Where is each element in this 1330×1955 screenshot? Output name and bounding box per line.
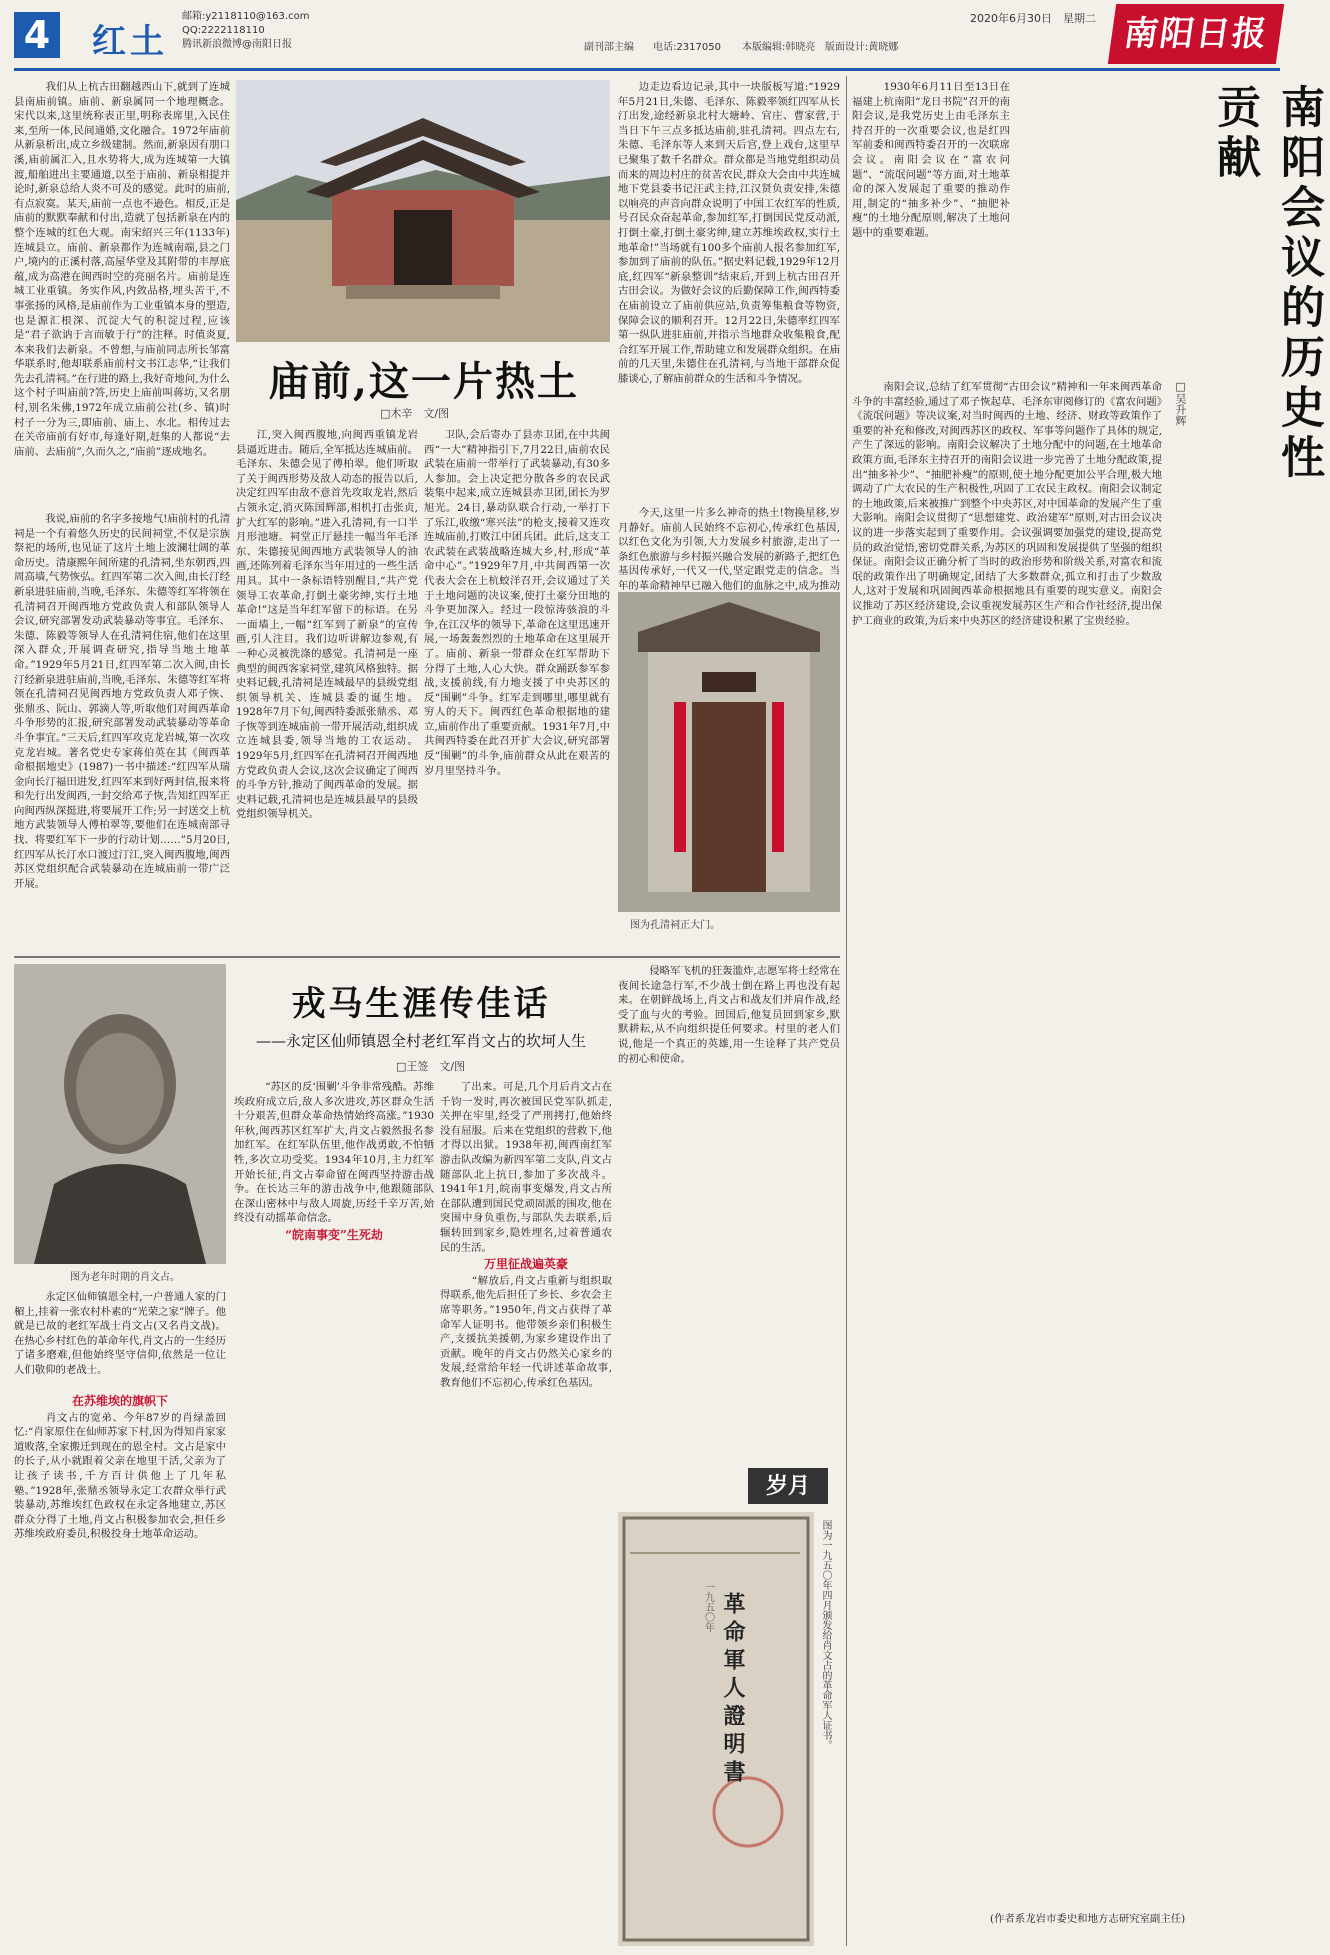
article1-col6 <box>618 506 840 592</box>
article3-byline: □吴升辉 <box>1174 380 1187 426</box>
article3-body-text: 南阳会议,总结了红军贯彻“古田会议”精神和一年来闽西革命斗争的丰富经验,通过了邓子恢起草、毛泽东审阅修订的《富农问题》《流氓问题》等决议案,对当时闽西的土地、经济、财政等政策作了重要的补充和修改,对闽西苏区的政权、军事等问题作了具体的规定,产生了深远的影响。南阳会议解决了土地分配中的问题,在土地革命政策方面,毛泽东主持召开的南阳会议进一步完善了土地分配政策,提出“抽多补少”、“抽肥补瘦”的原则,使土地分配更加公平合理,极大地调动了广大农民的生产积极性,巩固了工农民主政权。南阳会议制定的土地政策,后来被推广到整个中央苏区,对中国革命的发展产生了重大影响。南阳会议贯彻了“思想建党、政治建军”原则,对古田会议决议的进一步落实起到了重要作用。会议强调要加强党的建设,提高党员的政治觉悟,密切党群关系,为苏区的巩固和发展提供了坚强的组织保证。南阳会议正确分析了当时的政治形势和阶级关系,对富农和流氓的政策作出了明确规定,团结了大多数群众,孤立和打击了少数敌人,这对于发展和巩固闽西革命根据地具有重要的现实意义。南阳会议推动了苏区经济建设,会议重视发展苏区生产和合作社经济,提出保护工商业的政策,为后来中央苏区的经济建设积累了宝贵经验。 <box>852 381 1162 627</box>
article2-col1 <box>14 1392 226 1946</box>
gate-illustration <box>618 592 840 912</box>
portrait-illustration <box>14 964 226 1264</box>
certificate-caption: 图为一九五〇年四月颁发给肖文占的革命军人证书。 <box>820 1520 831 1750</box>
article2-sub2: “皖南事变”生死劫 <box>285 1227 383 1242</box>
sidebar-divider <box>846 76 847 1946</box>
editor-credits <box>742 38 898 53</box>
article2-top-rule <box>14 956 840 958</box>
article3-intro <box>852 80 1010 370</box>
article1-headline: 庙前,这一片热土 <box>269 358 579 405</box>
page-number: 4 <box>14 12 60 58</box>
certificate-title: 革命軍人證明書 <box>720 1592 746 1788</box>
article2-byline: □王签 文/图 <box>396 1060 466 1073</box>
article2-col1-text: 肖文占的宽弟、今年87岁的肖绿盖回忆:“肖家原住在仙师苏家下村,因为得知肖家家道败落,全家搬迁到现在的恩全村。文占是家中的长子,从小就跟着父亲在地里干活,父亲为了让孩子读书,千方百计供他上了几年私塾。”1928年,张鼎丞领导永定工农群众举行武装暴动,苏维埃红色政权在永定各地建立,苏区群众分得了土地,肖文占积极参加农会,担任乡苏维埃政府委员,积极投身土地革命运动。 <box>14 1411 226 1541</box>
issue-date: 2020年6月30日 星期二 <box>970 12 1096 25</box>
cert-year: 一九五〇年 <box>702 1582 714 1632</box>
article2-sub1: 在苏维埃的旗帜下 <box>71 1394 168 1408</box>
gate-photo-caption: 图为孔清祠正大门。 <box>630 920 720 931</box>
gate-photo <box>618 592 840 912</box>
contact-email[interactable]: 邮箱:y2118110@163.com <box>182 11 310 22</box>
article1-col3-text: 江,突入闽西腹地,向闽西重镇龙岩县逼近进击。随后,全军抵达连城庙前。毛泽东、朱德会见了傅柏翠。他们听取了关于闽西形势及敌人动态的报告以后,决定红四军由敌不意首先攻取龙岩,然后占领永定,消灭陈国辉部,相机打击张贞,扩大红军的影响。”进入孔清祠,有一口半月形池塘。祠堂正厅悬挂一幅当年毛泽东、朱德接见闽西地方武装领导人的油画,还陈列着毛泽东当年用过的一些生活用具。其中一条标语特别醒目,“共产党领导工农革命,打倒土豪劣绅,实行土地革命!”这是当年红军留下的标语。在另一面墙上,一幅“红军到了新泉”的宣传画,引人注目。我们边听讲解边参观,有一种心灵被洗涤的感觉。孔清祠是一座典型的闽西客家祠堂,建筑风格独特。据史料记载,孔清祠是连城最早的县级党组织领导机关、连城县委的诞生地。1928年7月下旬,闽西特委派张鼎丞、邓子恢等到连城庙前一带开展活动,组织成立连城县委,领导当地的工农运动。1929年5月,红四军在孔清祠召开闽西地方党政负责人会议,这次会议确定了闽西的斗争方针,推动了闽西革命的发展。据史料记载,孔清祠也是连城县最早的县级党组织领导机关。 <box>236 429 418 821</box>
article2-intro <box>14 1290 226 1388</box>
article2-col2 <box>234 1080 434 1946</box>
article1-col5-text: 边走边看边记录,其中一块版板写道:“1929年5月21日,朱德、毛泽东、陈毅率领红四军从长汀出发,途经新泉北村大塘岭、官庄、曹家营,于当日下午三点多抵达庙前,驻孔清祠。四点左右,朱德、毛泽东等人来到天后宫,登上戏台,这里早已聚集了数千名群众。群众都是当地党组织动员而来的周边村庄的贫苦农民,群众大会由中共连城地下党县委书记汪武主持,江汉贤负责安排,朱德以响亮的声音向群众说明了中国工农红军的性质,号召民众奋起革命,参加红军,打倒国民党反动派,打倒土豪,打倒土豪劣绅,建立苏维埃政权,实行土地革命!”当场就有100多个庙前人报名参加红军,参加到了庙前的队伍。”据史料记载,1929年12月底,红四军“新泉整训”结束后,开到上杭古田召开古田会议。为做好会议的后勤保障工作,闽西特委在庙前设立了庙前供应站,负责筹集粮食等物资,保障会议的顺利召开。12月22日,朱德率红四军第一纵队进驻庙前,并指示当地群众收集粮食,配合红军开展工作,帮助建立和发展群众组织。在庙前的几天里,朱德住在孔清祠,与当地干部群众促膝谈心,了解庙前群众的生活和斗争情况。 <box>618 81 840 385</box>
article2-headline: 戎马生涯传佳话 <box>291 984 551 1024</box>
portrait-caption: 图为老年时期的肖文占。 <box>70 1272 180 1283</box>
article1-col1-text: 我们从上杭古田翻越西山下,就到了连城县南庙前镇。庙前、新泉属同一个地理概念。宋代以来,这里统称表正里,明称表席里,入民住来,至所一体,民间通婚,文化融合。1972年庙前从新泉析出,成立乡级建制。然而,新泉因有朋口溪,庙前属汇入,且水势将大,成为连城第一大镇渡,船舶进出主要通道,以至于庙前、新泉相提并论时,新泉总给人炎不可及的感觉。此时的庙前,有点寂寞。某天,庙前一点也不逊色。相反,正是庙前的默默奉献和付出,造就了包括新泉在内的整个连城的红色大观。南宋绍兴三年(1133年)连城县立。庙前、新泉都作为连城南端,县之门户,境内的正溪村落,高屋华堂及其附带的丰厚底蕴,成为高港在闽西时空的亮丽名片。庙前是连城工业重镇。务实作风,内敛品格,埋头苦干,不事张扬的风格,是庙前作为工业重镇本身的塑造,也是源汇根深、沉淀大气的积淀过程,应该是“君子欲讷于言而敏于行”的注释。时值炎夏,本来我们去新泉。不曾想,与庙前同志所长邹富华联系时,他却联系庙前村文书江志华,“让我们先去孔清祠。”在行进的路上,我好奇地问,为什么这个村子叫庙前?答,历史上庙前叫蒋坊,又名朋村,别名朱佛,1972年成立庙前公社(乡、镇)时村子一分为三,即庙前、庙上、水北。相传过去在关帝庙前有好市,每逢好期,赶集的人都说“去庙前、去庙前”,久而久之,“庙前”逐成地名。 <box>14 81 230 458</box>
article2-col3-text: 了出来。可是,几个月后肖文占在千钧一发时,再次被国民党军队抓走,关押在牢里,经受了严刑拷打,他始终没有屈服。后来在党组织的营救下,他才得以出狱。1938年初,闽西南红军游击队改编为新四军第二支队,肖文占随部队北上抗日,参加了多次战斗。1941年1月,皖南事变爆发,肖文占所在部队遭到国民党顽固派的围攻,他在突围中身负重伤,与部队失去联系,后辗转回到家乡,隐姓埋名,过着普通农民的生活。 <box>440 1081 612 1254</box>
article1-col1 <box>14 80 230 508</box>
article2-col5-text: 侵略军飞机的狂轰滥炸,志愿军将士经常在夜间长途急行军,不少战士倒在路上再也没有起来。在朝鲜战场上,肖文占和战友们并肩作战,经受了血与火的考验。回国后,他复员回到家乡,默默耕耘,从不向组织提任何要求。村里的老人们说,他是一个真正的英雄,用一生诠释了共产党员的初心和使命。 <box>618 965 840 1065</box>
contact-weibo: 腾讯新浪微博@南阳日报 <box>182 39 292 50</box>
temple-illustration <box>236 80 610 342</box>
contact-qq: QQ:2222118110 <box>182 25 265 36</box>
article3-footnote <box>990 1912 1280 1942</box>
article2-col2-text: “苏区的反‘围剿’斗争非常残酷。苏维埃政府成立后,敌人多次进攻,苏区群众生活十分艰苦,但群众革命热情始终高涨。”1930年秋,闽西苏区红军扩大,肖文占毅然报名参加红军。在红军队伍里,他作战勇敢,不怕牺牲,多次立功受奖。1934年10月,主力红军开始长征,肖文占奉命留在闽西坚持游击战争。在长达三年的游击战争中,他跟随部队在深山密林中与敌人周旋,历经千辛万苦,始终没有动摇革命信念。 <box>234 1081 434 1225</box>
article2-sub3: 万里征战遍英豪 <box>483 1257 568 1272</box>
article3-footnote-text: (作者系龙岩市委史和地方志研究室副主任) <box>990 1913 1186 1925</box>
portrait-photo <box>14 964 226 1264</box>
section-name: 红土 <box>92 22 168 62</box>
column-tag-label: 岁月 <box>765 1473 810 1499</box>
certificate-photo <box>618 1512 814 1946</box>
article1-col2b <box>14 512 230 947</box>
article3-body <box>852 380 1162 1910</box>
article2-intro-text: 永定区仙师镇恩全村,一户普通人家的门楣上,挂着一张农村朴素的“光荣之家”牌子。他就是已故的老红军战士肖文占(又名肖文战)。在热心乡村红色的革命年代,肖文占的一生经历了诸多磨难,但他始终坚守信仰,依然是一位让人们敬仰的老战士。 <box>14 1291 226 1376</box>
contact-info <box>182 10 309 52</box>
header-rule <box>14 68 1280 71</box>
article3-headline: 南阳会议的历史性贡献 <box>1209 84 1324 484</box>
article1-col5 <box>618 80 840 500</box>
certificate-illustration <box>618 1512 814 1946</box>
newspaper-logo: 南阳日报 <box>1108 4 1284 64</box>
editor-name: 本版编辑:韩晓亮 <box>742 42 816 53</box>
article1-byline: □木辛 文/图 <box>380 407 450 420</box>
column-tag <box>748 1468 828 1504</box>
designer-name: 版面设计:黄晓娜 <box>824 42 899 53</box>
article1-col2-text: 我说,庙前的名字多接地气!庙前村的孔清祠是一个有着悠久历史的民间祠堂,不仅是宗族祭祀的场所,也见证了这片土地上波澜壮阔的革命历史。清康熙年间所建的孔清祠,坐东朝西,四周高墙,气势恢弘。红四军第二次入闽,由长汀经新泉进驻庙前,当晚,毛泽东、朱德等红军将领在孔清祠召开闽西地方党政负责人和部队领导人会议,研究部署发动武装暴动等事宜。毛泽东、朱德、陈毅等领导人在孔清祠住宿,他们在这里深入群众,开展调查研究,指导当地土地革命。”1929年5月21日,红四军第二次入闽,由长汀经新泉进驻庙前,当晚,毛泽东、朱德等红军将领在孔清祠召见闽西地方党政负责人邓子恢、张鼎丞、阮山、郭滴人等,听取他们对闽西革命斗争形势的汇报,研究部署发动武装暴动等革命斗争事宜。”三天后,红四军攻克龙岩城,第一次攻克龙岩城。著名党史专家蒋伯英在其《闽西革命根据地史》(1987)一书中描述:“红四军从瑞金向长汀福田进发,红四军来到好两封信,报来将和先行出发闽西,一封交给邓子恢,告知红四军正向闽西纵深挺进,将要展开工作;另一封送交上杭地方武装领导人傅柏翠等,要他们在连城南部寻找、将要红军下一步的行动计划……”5月20日,红四军从长汀水口渡过汀江,突入闽西腹地,闽西苏区党组织配合武装暴动在连城庙前一带广泛开展。 <box>14 513 230 890</box>
article1-col4 <box>424 428 610 947</box>
editor-in-chief-label: 副刊部主编 <box>584 42 634 53</box>
article3-intro-text: 1930年6月11日至13日在福建上杭南阳“龙日书院”召开的南阳会议,是我党历史上由毛泽东主持召开的一次重要会议,也是红四军前委和闽西特委召开的一次联席会议。南阳会议在“富农问题”、“流氓问题”等方面,对土地革命的深入发展起了重要的推动作用,制定的“抽多补少”、“抽肥补瘦”的土地分配原则,解决了土地问题中的重要难题。 <box>852 81 1010 239</box>
article2-col3 <box>440 1080 612 1946</box>
article1-col3 <box>236 428 418 947</box>
editor-in-chief <box>584 38 721 53</box>
article2-col5 <box>618 964 840 1464</box>
phone-number: 电话:2317050 <box>653 42 721 53</box>
article2-col4-text: “解放后,肖文占重新与组织取得联系,他先后担任了乡长、乡农会主席等职务。”1950年,肖文占获得了革命军人证明书。他带领乡亲们积极生产,支援抗美援朝,为家乡建设作出了贡献。晚年的肖文占仍然关心家乡的发展,经常给年轻一代讲述革命故事,教育他们不忘初心,传承红色基因。 <box>440 1274 612 1389</box>
article1-col6-text: 今天,这里一片多么神奇的热土!物换星移,岁月静好。庙前人民始终不忘初心,传承红色基因,以红色文化为引领,大力发展乡村旅游,走出了一条红色旅游与乡村振兴融合发展的新路子,把红色基因传承好,一代又一代,坚定跟党走的信念。当年的革命精神早已融入他们的血脉之中,成为推动 <box>618 507 840 592</box>
temple-photo <box>236 80 610 342</box>
article1-col4-text: 卫队,会后寄办了县赤卫团,在中共闽西“一大”精神指引下,7月22日,庙前农民武装在庙前一带举行了武装暴动,有30多人参加。会上决定把分散各乡的农民武装集中起来,成立连城县赤卫团,团长为罗旭光。24日,暴动队联合行动,一举打下了乐江,收缴“寒兴法”的枪支,接着又连攻连城庙前,打败江中团兵团。此后,这支工农武装在武装战略连城大乡,村,形成“革命中心”。”1929年7月,中共闽西第一次代表大会在上杭蛟洋召开,会议通过了关于土地问题的决议案,使打土豪分田地的斗争更加深入。经过一段惊涛骇浪的斗争,在江汉华的领导下,革命在这里迅速开展,一场轰轰烈烈的土地革命在这里展开了。庙前、新泉一带群众在红军帮助下分得了土地,人心大快。群众踊跃参军参战,支援前线,有力地支援了中央苏区的反“围剿”斗争。红军走到哪里,哪里就有穷人的天下。闽西红色革命根据地的建立,庙前作出了重要贡献。1931年7月,中共闽西特委在此召开扩大会议,研究部署反“围剿”的斗争,庙前群众从此在艰苦的岁月里坚持斗争。 <box>424 429 610 777</box>
article2-subheadline: ——永定区仙师镇恩全村老红军肖文占的坎坷人生 <box>255 1032 586 1050</box>
